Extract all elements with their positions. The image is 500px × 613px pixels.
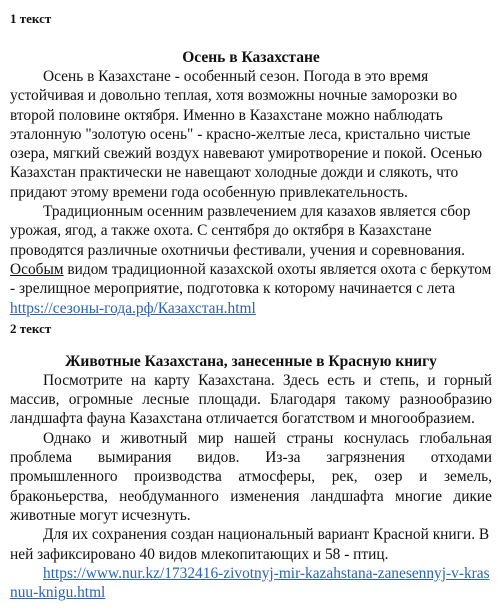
text-1-label: 1 текст	[10, 11, 52, 26]
text-1-paragraph-2-start: Традиционным осенним развлечением для казахов является сбор урожая, ягод, а также охота. С сентября до октября в Казахстане проводятся различные охотничьи фестивали, учения и соревнования.	[10, 203, 471, 259]
text-2-paragraph-2: Однако и животный мир нашей страны коснулась глобальная проблема вымирания видов. Из-за загрязнения отходами промышленного производства атмосферы, рек, озер и земель, браконьерства, необдуманного изменения ландшафта многие дикие животные могут исчезнуть.	[10, 429, 492, 524]
text-2-label: 2 текст	[10, 320, 52, 336]
text-1-underlined-word: Особым	[10, 260, 64, 278]
text-1-source-link[interactable]: https://сезоны-года.рф/Казахстан.html	[10, 299, 256, 317]
text-1-paragraph-2-end: видом традиционной казахской охоты является охота с беркутом - зрелищное мероприятие, подготовка к которому начинается с лета	[10, 260, 492, 298]
text-1-paragraph-2	[10, 202, 492, 298]
text-2-source-link[interactable]: https://www.nur.kz/1732416-zivotnyj-mir-kazahstana-zanesennyj-v-krasnuu-knigu.html	[10, 564, 490, 602]
text-1-title: Осень в Казахстане	[182, 49, 320, 66]
text-2-paragraph-1: Посмотрите на карту Казахстана. Здесь есть и степь, и горный массив, огромные лесные площади. Благодаря такому разнообразию ландшафта фауна Казахстана отличается богатством и многообразием.	[10, 371, 492, 428]
text-1-paragraph-1: Осень в Казахстане - особенный сезон. Погода в это время устойчивая и довольно теплая, хотя возможны ночные заморозки во второй половине октября. Именно в Казахстане можно наблюдать эталонную "золотую осень" - красно-желтые леса, кристально чистые озера, мягкий свежий воздух навевают умиротворение и покой. Осенью Казахстан практически не навещают холодные дожди и слякоть, что придают этому времени года особенную привлекательность.	[10, 68, 483, 201]
text-2-paragraph-3: Для их сохранения создан национальный вариант Красной книги. В ней зафиксировано 40 видов млекопитающих и 58 - птиц.	[10, 526, 490, 563]
text-2-title: Животные Казахстана, занесенные в Красную книгу	[65, 352, 437, 370]
